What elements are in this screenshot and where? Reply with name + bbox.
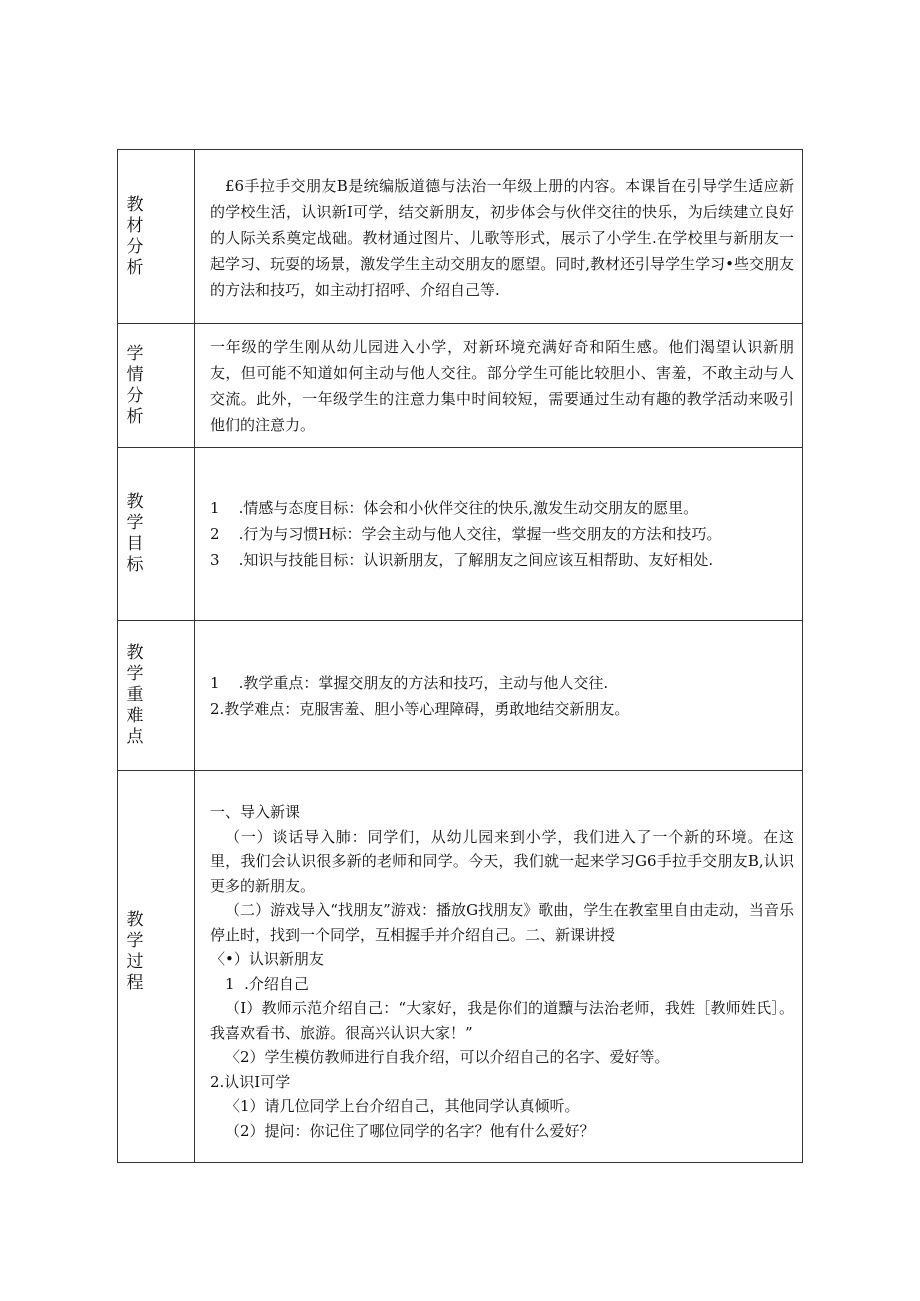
process-line: 〈2）学生模仿教师进行自我介绍，可以介绍自己的名字、爱好等。: [225, 1048, 670, 1066]
goal-item: 1 .情感与态度目标：体会和小伙伴交往的快乐,激发生动交朋友的愿里。: [210, 499, 699, 517]
process-line: 〈1）请几位同学上台介绍自己，其他同学认真倾听。: [225, 1097, 580, 1115]
label-teaching-process: 教学过程: [126, 909, 144, 993]
label-teaching-goals: 教学目标: [126, 492, 144, 575]
keypoint-item: 2.教学难点：克服害羞、胆小等心理障碍，勇敢地结交新朋友。: [210, 699, 630, 718]
lesson-plan-table: [117, 149, 803, 1163]
process-line: 1 .介绍自己: [225, 974, 309, 993]
process-line: （一）谈话导入肺：同学们，从幼儿园来到小学，我们进入了一个新的环境。在这里，我们会认识很多新的老师和同学。今天，我们就一起来学习G6手拉手交朋友B,认识更多的新朋友。: [210, 827, 794, 895]
process-line: 一、导入新课: [210, 803, 301, 821]
process-line: （二）游戏导入“找朋友”游戏：播放G找朋友》歌曲，学生在教室里自由走动，当音乐停止时，找到一个同学，互相握手并介绍自己。二、新课讲授: [210, 901, 794, 944]
label-student-analysis: 学情分析: [126, 343, 144, 427]
row-key-points: [118, 621, 803, 771]
process-line: 〈•）认识新朋友: [210, 950, 324, 968]
label-key-points: 教学重难点: [126, 643, 144, 747]
students-paragraph: 一年级的学生刚从幼儿园进入小学，对新环境充满好奇和陌生感。他们渴望认识新朋友，但可能不知道如何主动与他人交往。部分学生可能比较胆小、害羞，不敢主动与人交流。此外，一年级学生的注意力集中时间较短，需要通过生动有趣的教学活动来吸引他们的注意力。: [210, 337, 794, 434]
process-line: 2.认识I可学: [210, 1072, 291, 1091]
goal-item: 2 .行为与习惯H标：学会主动与他人交往，掌握一些交朋友的方法和技巧。: [210, 525, 722, 543]
process-line: （2）提问：你记住了哪位同学的名字？他有什么爱好？: [225, 1121, 595, 1140]
process-line: （I）教师示范介绍自己：“大家好，我是你们的道黷与法治老师，我姓［教师姓氏］。我喜欢看书、旅游。很高兴认识大家！”: [210, 999, 794, 1042]
row-teaching-goals: [118, 448, 803, 621]
label-materials-analysis: 教材分析: [126, 194, 144, 278]
goal-item: 3 .知识与技能目标：认识新朋友，了解朋友之间应该互相帮助、友好相处.: [210, 551, 714, 569]
row-student-analysis: [118, 324, 803, 448]
row-teaching-process: [118, 771, 803, 1163]
keypoint-item: 1 .教学重点：掌握交朋友的方法和技巧，主动与他人交往.: [210, 673, 609, 692]
row-materials-analysis: [118, 150, 803, 324]
materials-paragraph: £6手拉手交朋友B是统编版道德与法治一年级上册的内容。本课旨在引导学生适应新的学校生活，认识新I可学，结交新朋友，初步体会与伙伴交往的快乐，为后续建立良好的人际关系奠定战础。教材通过图片、儿歌等形式，展示了小学生.在学校里与新朋友一起学习、玩耍的场景，激发学生主动交朋友的愿望。同时,教材还引导学生学习•些交朋友的方法和技巧，如主动打招呼、介绍自己等.: [210, 176, 794, 299]
